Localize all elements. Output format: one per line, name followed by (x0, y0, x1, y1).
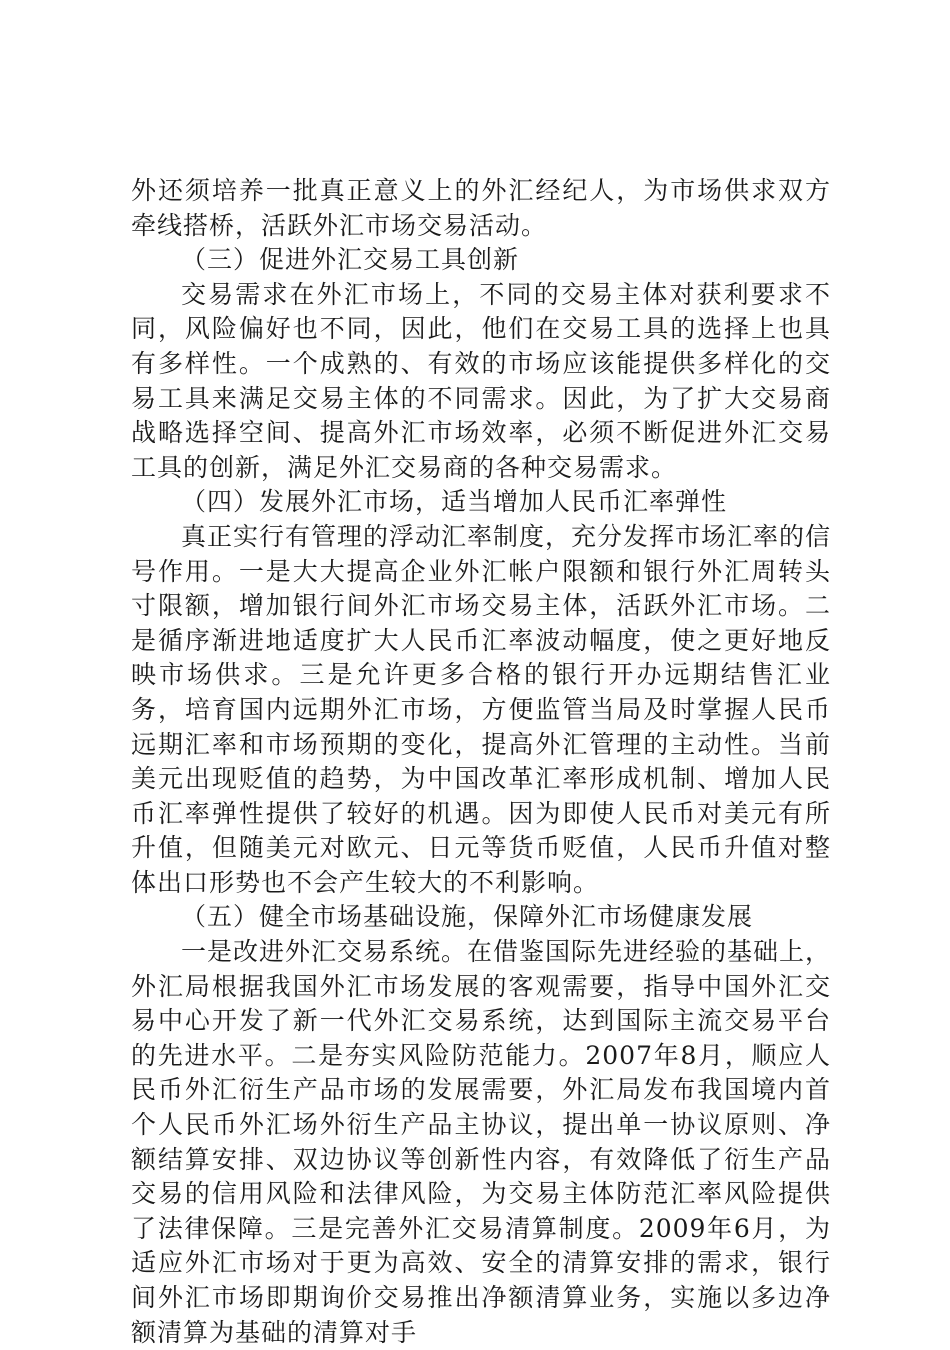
paragraph-section-3: 交易需求在外汇市场上，不同的交易主体对获利要求不同，风险偏好也不同，因此，他们在交易工具的选择上也具有多样性。一个成熟的、有效的市场应该能提供多样化的交易工具来满足交易主体的不同需求。因此，为了扩大交易商战略选择空间、提高外汇市场效率，必须不断促进外汇交易工具的创新，满足外汇交易商的各种交易需求。 (131, 279, 831, 482)
section-heading-4: （四）发展外汇市场，适当增加人民币汇率弹性 (181, 487, 728, 517)
section-heading-5: （五）健全市场基础设施，保障外汇市场健康发展 (181, 902, 754, 932)
paragraph-section-5: 一是改进外汇交易系统。在借鉴国际先进经验的基础上，外汇局根据我国外汇市场发展的客观需要，指导中国外汇交易中心开发了新一代外汇交易系统，达到国际主流交易平台的先进水平。二是夯实风险防范能力。2007年8月，顺应人民币外汇衍生产品市场的发展需要，外汇局发布我国境内首个人民币外汇场外衍生产品主协议，提出单一协议原则、净额结算安排、双边协议等创新性内容，有效降低了衍生产品交易的信用风险和法律风险，为交易主体防范汇率风险提供了法律保障。三是完善外汇交易清算制度。2009年6月，为适应外汇市场对于更为高效、安全的清算安排的需求，银行间外汇市场即期询价交易推出净额清算业务，实施以多边净额清算为基础的清算对手 (131, 937, 832, 1347)
document-body (131, 174, 831, 1350)
section-heading-3: （三）促进外汇交易工具创新 (181, 245, 520, 275)
paragraph-section-4: 真正实行有管理的浮动汇率制度，充分发挥市场汇率的信号作用。一是大大提高企业外汇帐户限额和银行外汇周转头寸限额，增加银行间外汇市场交易主体，活跃外汇市场。二是循序渐进地适度扩大人民币汇率波动幅度，使之更好地反映市场供求。三是允许更多合格的银行开办远期结售汇业务，培育国内远期外汇市场，方便监管当局及时掌握人民币远期汇率和市场预期的变化，提高外汇管理的主动性。当前美元出现贬值的趋势，为中国改革汇率形成机制、增加人民币汇率弹性提供了较好的机遇。因为即使人民币对美元有所升值，但随美元对欧元、日元等货币贬值，人民币升值对整体出口形势也不会产生较大的不利影响。 (131, 521, 832, 897)
paragraph-continuation: 外还须培养一批真正意义上的外汇经纪人，为市场供求双方牵线搭桥，活跃外汇市场交易活动。 (131, 176, 831, 240)
